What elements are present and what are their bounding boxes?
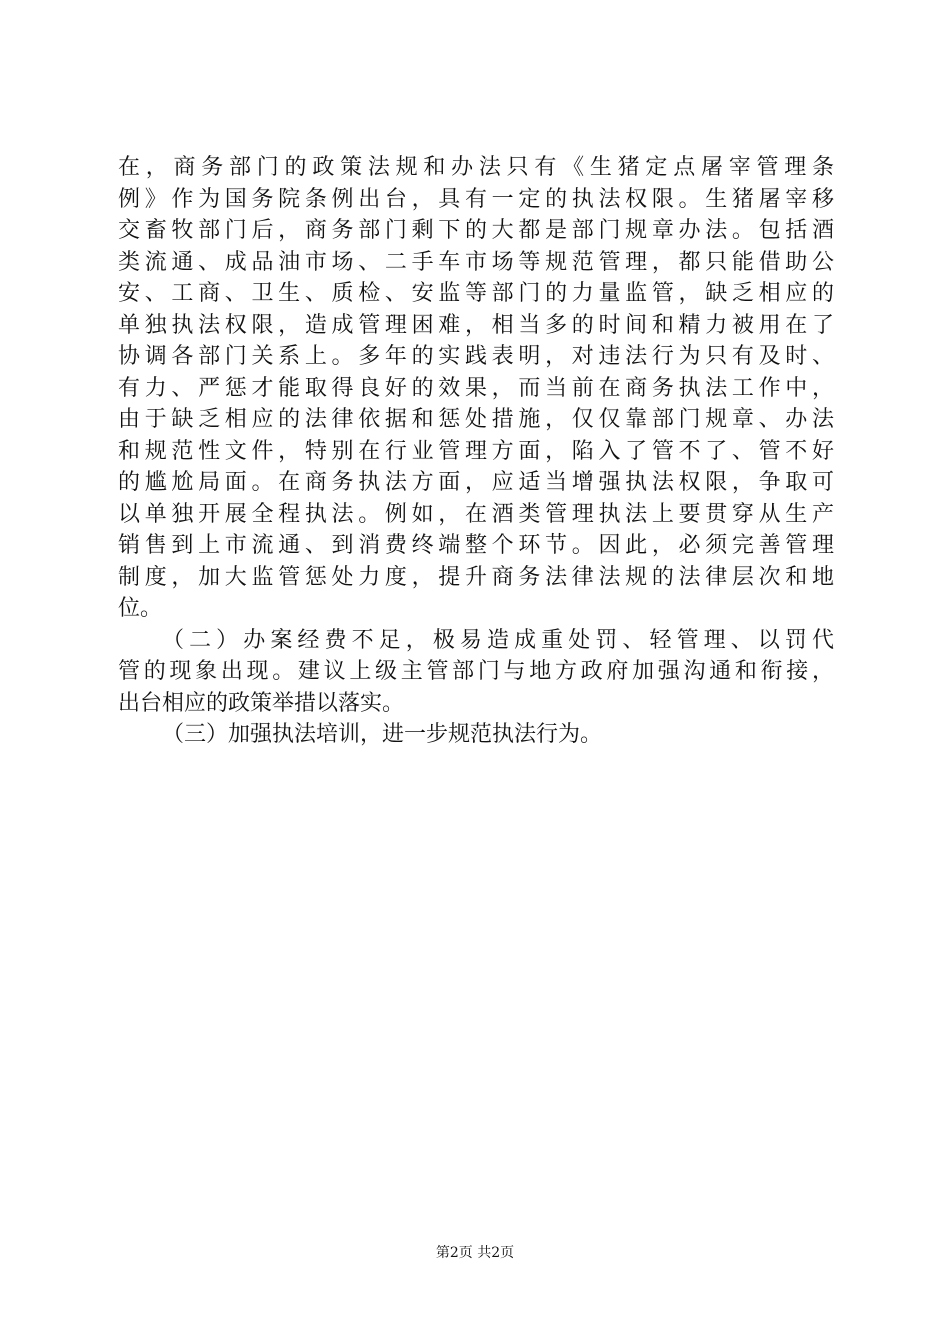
text-line: （二）办案经费不足，极易造成重处罚、轻管理、以罚代 <box>162 627 834 653</box>
text-line: 位。 <box>118 596 163 621</box>
text-line: 例》作为国务院条例出台，具有一定的执法权限。生猪屠宰移 <box>118 186 834 212</box>
text-line: 有力、严惩才能取得良好的效果，而当前在商务执法工作中， <box>118 375 834 401</box>
text-line: 协调各部门关系上。多年的实践表明，对违法行为只有及时、 <box>118 344 834 369</box>
text-line: 销售到上市流通、到消费终端整个环节。因此，必须完善管理 <box>118 533 834 558</box>
body-text <box>118 152 834 751</box>
text-line: 安、工商、卫生、质检、安监等部门的力量监管，缺乏相应的 <box>118 281 834 306</box>
text-line: 的尴尬局面。在商务执法方面，应适当增强执法权限，争取可 <box>118 470 834 495</box>
text-line: 和规范性文件，特别在行业管理方面，陷入了管不了、管不好 <box>118 438 834 464</box>
text-line: 制度，加大监管惩处力度，提升商务法律法规的法律层次和地 <box>118 564 834 590</box>
text-line: 交畜牧部门后，商务部门剩下的大都是部门规章办法。包括酒 <box>118 218 834 243</box>
text-line: 管的现象出现。建议上级主管部门与地方政府加强沟通和衔接， <box>118 659 834 684</box>
text-line: 由于缺乏相应的法律依据和惩处措施，仅仅靠部门规章、办法 <box>118 407 834 432</box>
paragraph-3 <box>118 719 834 751</box>
paragraph-2 <box>118 625 834 720</box>
text-line: （三）加强执法培训，进一步规范执法行为。 <box>162 722 603 747</box>
text-line: 类流通、成品油市场、二手车市场等规范管理，都只能借助公 <box>118 249 834 275</box>
text-line: 在，商务部门的政策法规和办法只有《生猪定点屠宰管理条 <box>118 155 834 180</box>
text-line: 以单独开展全程执法。例如，在酒类管理执法上要贯穿从生产 <box>118 501 834 527</box>
paragraph-1 <box>118 152 834 625</box>
page-footer: 第2页 共2页 <box>435 1245 515 1261</box>
text-line: 出台相应的政策举措以落实。 <box>118 690 405 716</box>
text-line: 单独执法权限，造成管理困难，相当多的时间和精力被用在了 <box>118 312 834 338</box>
